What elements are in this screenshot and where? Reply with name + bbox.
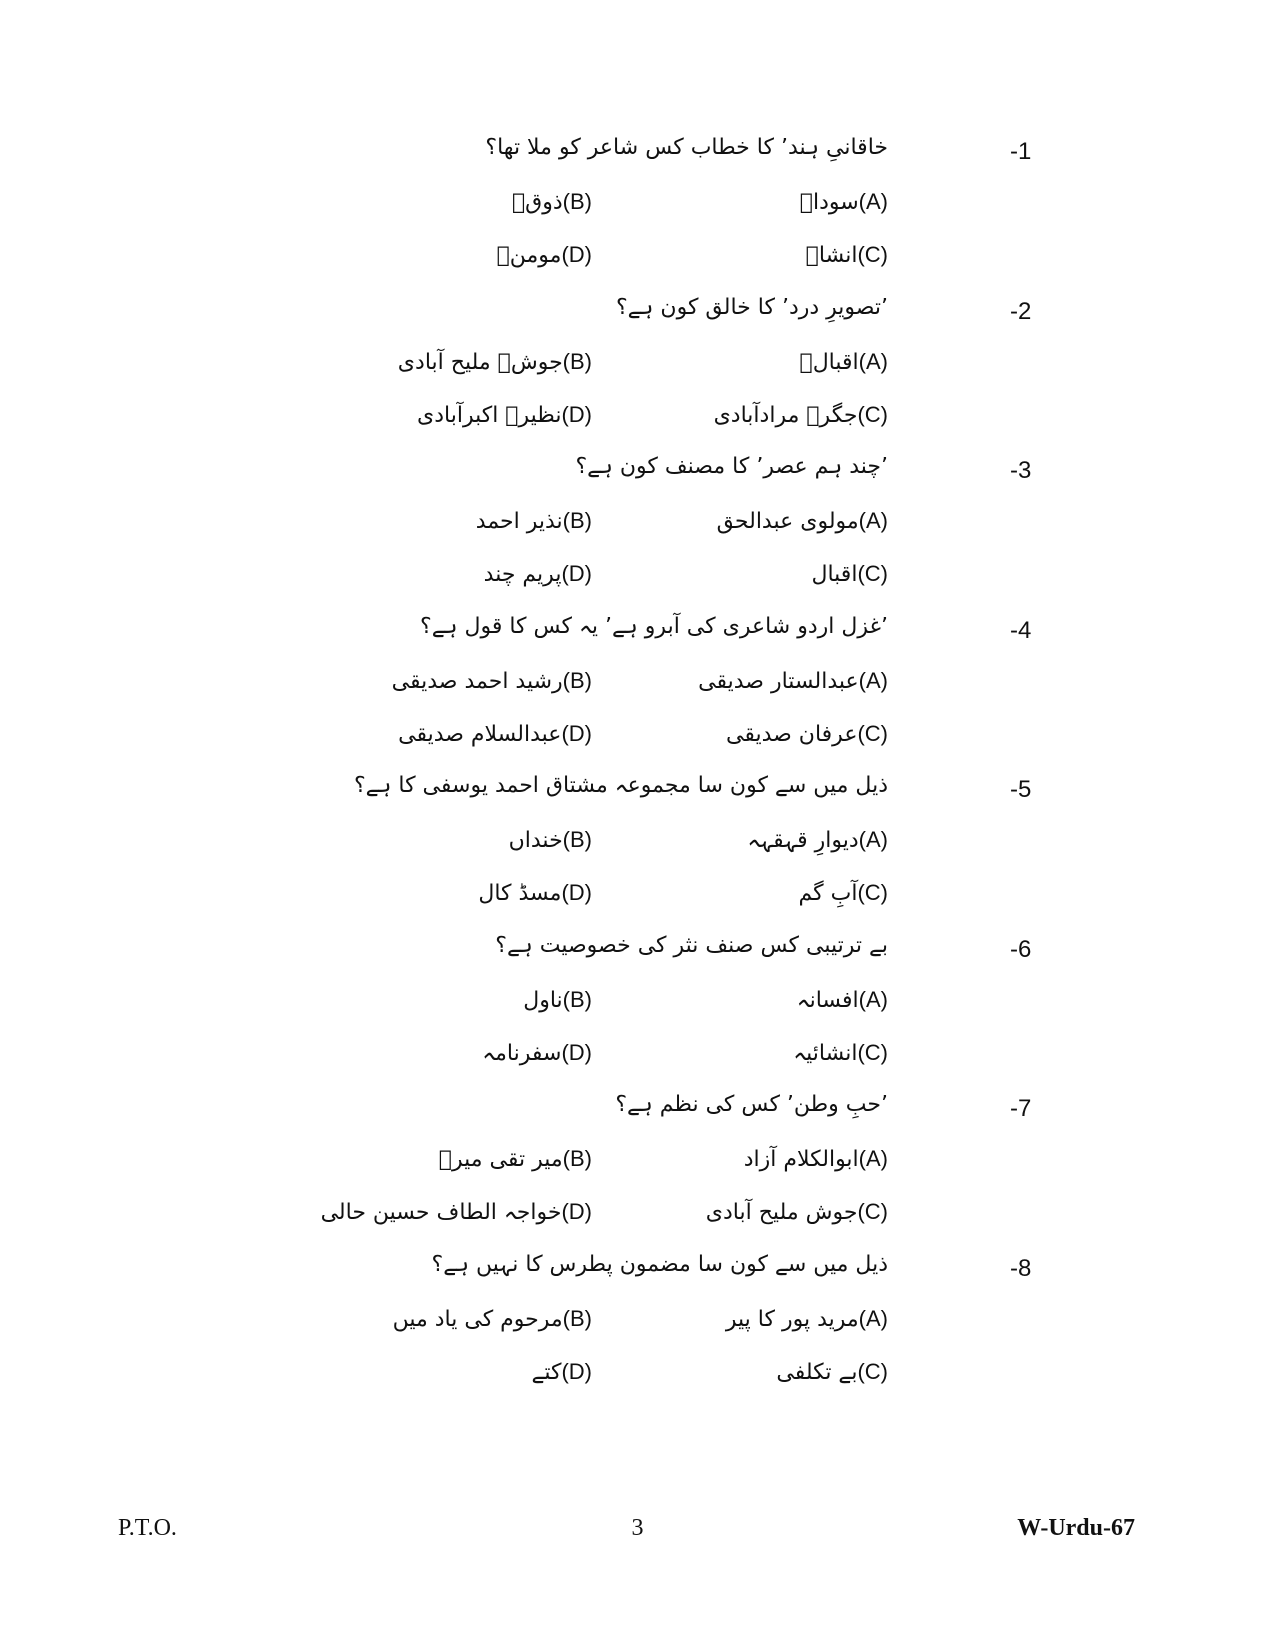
- option-text: عرفان صدیقی: [726, 721, 858, 747]
- option-a: [628, 987, 888, 1013]
- option-text: جوشؔ ملیح آبادی: [397, 349, 563, 375]
- paper-code: W-Urdu-67: [1017, 1515, 1135, 1541]
- option-label: (A): [858, 986, 888, 1012]
- option-label: (D): [561, 880, 592, 905]
- option-c: [628, 402, 888, 428]
- question-text: ٬حبِ وطن٬ کس کی نظم ہے؟: [615, 1092, 888, 1117]
- option-text: مومنؔ: [496, 243, 562, 268]
- option-d: [262, 1199, 592, 1225]
- question-number: -3: [1010, 457, 1032, 484]
- option-text: مرحوم کی یاد میں: [392, 1306, 563, 1332]
- option-label: (B): [562, 667, 592, 693]
- option-text: اقبال: [811, 562, 858, 587]
- option-c: [628, 242, 888, 268]
- option-text: عبدالسلام صدیقی: [398, 721, 562, 747]
- option-text: دیوارِ قہقہہ: [747, 828, 859, 853]
- option-a: [628, 668, 888, 694]
- option-text: خنداں: [508, 828, 563, 853]
- option-c: [628, 880, 888, 906]
- option-d: [262, 1359, 592, 1385]
- question-text: خاقانیِ ہند٬ کا خطاب کس شاعر کو ملا تھا؟: [485, 135, 888, 160]
- option-label: (C): [857, 1199, 888, 1224]
- option-label: (A): [858, 348, 888, 374]
- page-number: 3: [631, 1515, 644, 1541]
- option-label: (C): [857, 1039, 888, 1065]
- option-label: (B): [562, 1305, 592, 1331]
- option-label: (B): [562, 1146, 592, 1171]
- option-label: (D): [561, 1039, 592, 1065]
- option-label: (C): [857, 401, 888, 427]
- option-label: (A): [858, 827, 888, 852]
- pto-label: P.T.O.: [118, 1515, 177, 1541]
- option-b: [262, 1146, 592, 1172]
- option-d: [262, 1040, 592, 1066]
- option-label: (C): [857, 561, 888, 586]
- option-b: [262, 668, 592, 694]
- question-text: ذیل میں سے کون سا مضمون پطرس کا نہیں ہے؟: [431, 1251, 888, 1277]
- option-label: (A): [858, 189, 888, 214]
- option-b: [262, 508, 592, 534]
- option-a: [628, 349, 888, 375]
- option-text: میر تقی میرؔ: [438, 1147, 563, 1172]
- option-label: (D): [561, 720, 592, 746]
- option-text: افسانہ: [796, 987, 859, 1013]
- question-number: -2: [1010, 297, 1032, 325]
- option-text: خواجہ الطاف حسین حالی: [320, 1200, 562, 1225]
- option-text: جگرؔ مرادآبادی: [713, 402, 858, 428]
- option-text: سفرنامہ: [482, 1040, 562, 1066]
- option-label: (D): [561, 561, 592, 586]
- option-label: (B): [562, 189, 592, 214]
- option-label: (D): [561, 1199, 592, 1224]
- option-text: آبِ گم: [798, 881, 858, 906]
- option-b: [262, 189, 592, 215]
- option-a: [628, 827, 888, 853]
- option-c: [628, 1359, 888, 1385]
- option-label: (B): [562, 348, 592, 374]
- option-text: ذوقؔ: [511, 190, 563, 215]
- option-text: کتے: [531, 1359, 562, 1385]
- option-label: (B): [562, 827, 592, 852]
- question-text: ٬غزل اردو شاعری کی آبرو ہے٬ یہ کس کا قول ہے؟: [420, 613, 888, 639]
- question-number: -1: [1010, 138, 1032, 165]
- option-d: [262, 880, 592, 906]
- option-text: ابوالکلام آزاد: [743, 1147, 859, 1172]
- option-text: سوداؔ: [799, 190, 859, 215]
- option-text: رشید احمد صدیقی: [391, 668, 563, 694]
- question-number: -5: [1010, 776, 1032, 803]
- option-d: [262, 242, 592, 268]
- option-a: [628, 508, 888, 534]
- option-text: انشائیہ: [793, 1040, 858, 1066]
- option-label: (C): [857, 880, 888, 905]
- option-d: [262, 402, 592, 428]
- option-label: (C): [857, 1358, 888, 1384]
- option-c: [628, 561, 888, 587]
- question-number: -4: [1010, 616, 1032, 644]
- question-text: ٬چند ہم عصر٬ کا مصنف کون ہے؟: [575, 454, 888, 479]
- option-d: [262, 721, 592, 747]
- option-text: مولوی عبدالحق: [716, 509, 859, 534]
- option-text: مسڈ کال: [478, 881, 562, 906]
- option-text: عبدالستار صدیقی: [698, 668, 859, 694]
- option-label: (D): [561, 242, 592, 267]
- option-text: انشاؔ: [805, 243, 858, 268]
- option-b: [262, 349, 592, 375]
- option-label: (B): [562, 986, 592, 1012]
- question-text: ٬تصویرِ درد٬ کا خالق کون ہے؟: [615, 294, 888, 320]
- option-a: [628, 1146, 888, 1172]
- question-number: -6: [1010, 935, 1032, 963]
- option-text: اقبالؔ: [799, 349, 859, 375]
- option-label: (C): [857, 720, 888, 746]
- option-text: نذیر احمد: [475, 509, 563, 534]
- option-text: بے تکلفی: [776, 1359, 858, 1385]
- option-a: [628, 1306, 888, 1332]
- option-text: پریم چند: [483, 562, 562, 587]
- option-c: [628, 1040, 888, 1066]
- option-label: (D): [561, 1358, 592, 1384]
- option-label: (C): [857, 242, 888, 267]
- question-number: -7: [1010, 1095, 1032, 1122]
- question-text: ذیل میں سے کون سا مجموعہ مشتاق احمد یوسفی کا ہے؟: [353, 773, 888, 798]
- option-label: (A): [858, 1305, 888, 1331]
- option-b: [262, 987, 592, 1013]
- option-c: [628, 1199, 888, 1225]
- option-label: (A): [858, 667, 888, 693]
- option-text: نظیرؔ اکبرآبادی: [416, 402, 562, 428]
- question-text: بے ترتیبی کس صنف نثر کی خصوصیت ہے؟: [495, 932, 888, 958]
- option-text: ناول: [523, 987, 563, 1013]
- option-b: [262, 1306, 592, 1332]
- option-c: [628, 721, 888, 747]
- option-b: [262, 827, 592, 853]
- question-number: -8: [1010, 1254, 1032, 1282]
- option-text: مرید پور کا پیر: [725, 1306, 859, 1332]
- option-label: (A): [858, 508, 888, 533]
- option-label: (A): [858, 1146, 888, 1171]
- option-label: (B): [562, 508, 592, 533]
- option-text: جوش ملیح آبادی: [705, 1200, 858, 1225]
- option-a: [628, 189, 888, 215]
- option-d: [262, 561, 592, 587]
- option-label: (D): [561, 401, 592, 427]
